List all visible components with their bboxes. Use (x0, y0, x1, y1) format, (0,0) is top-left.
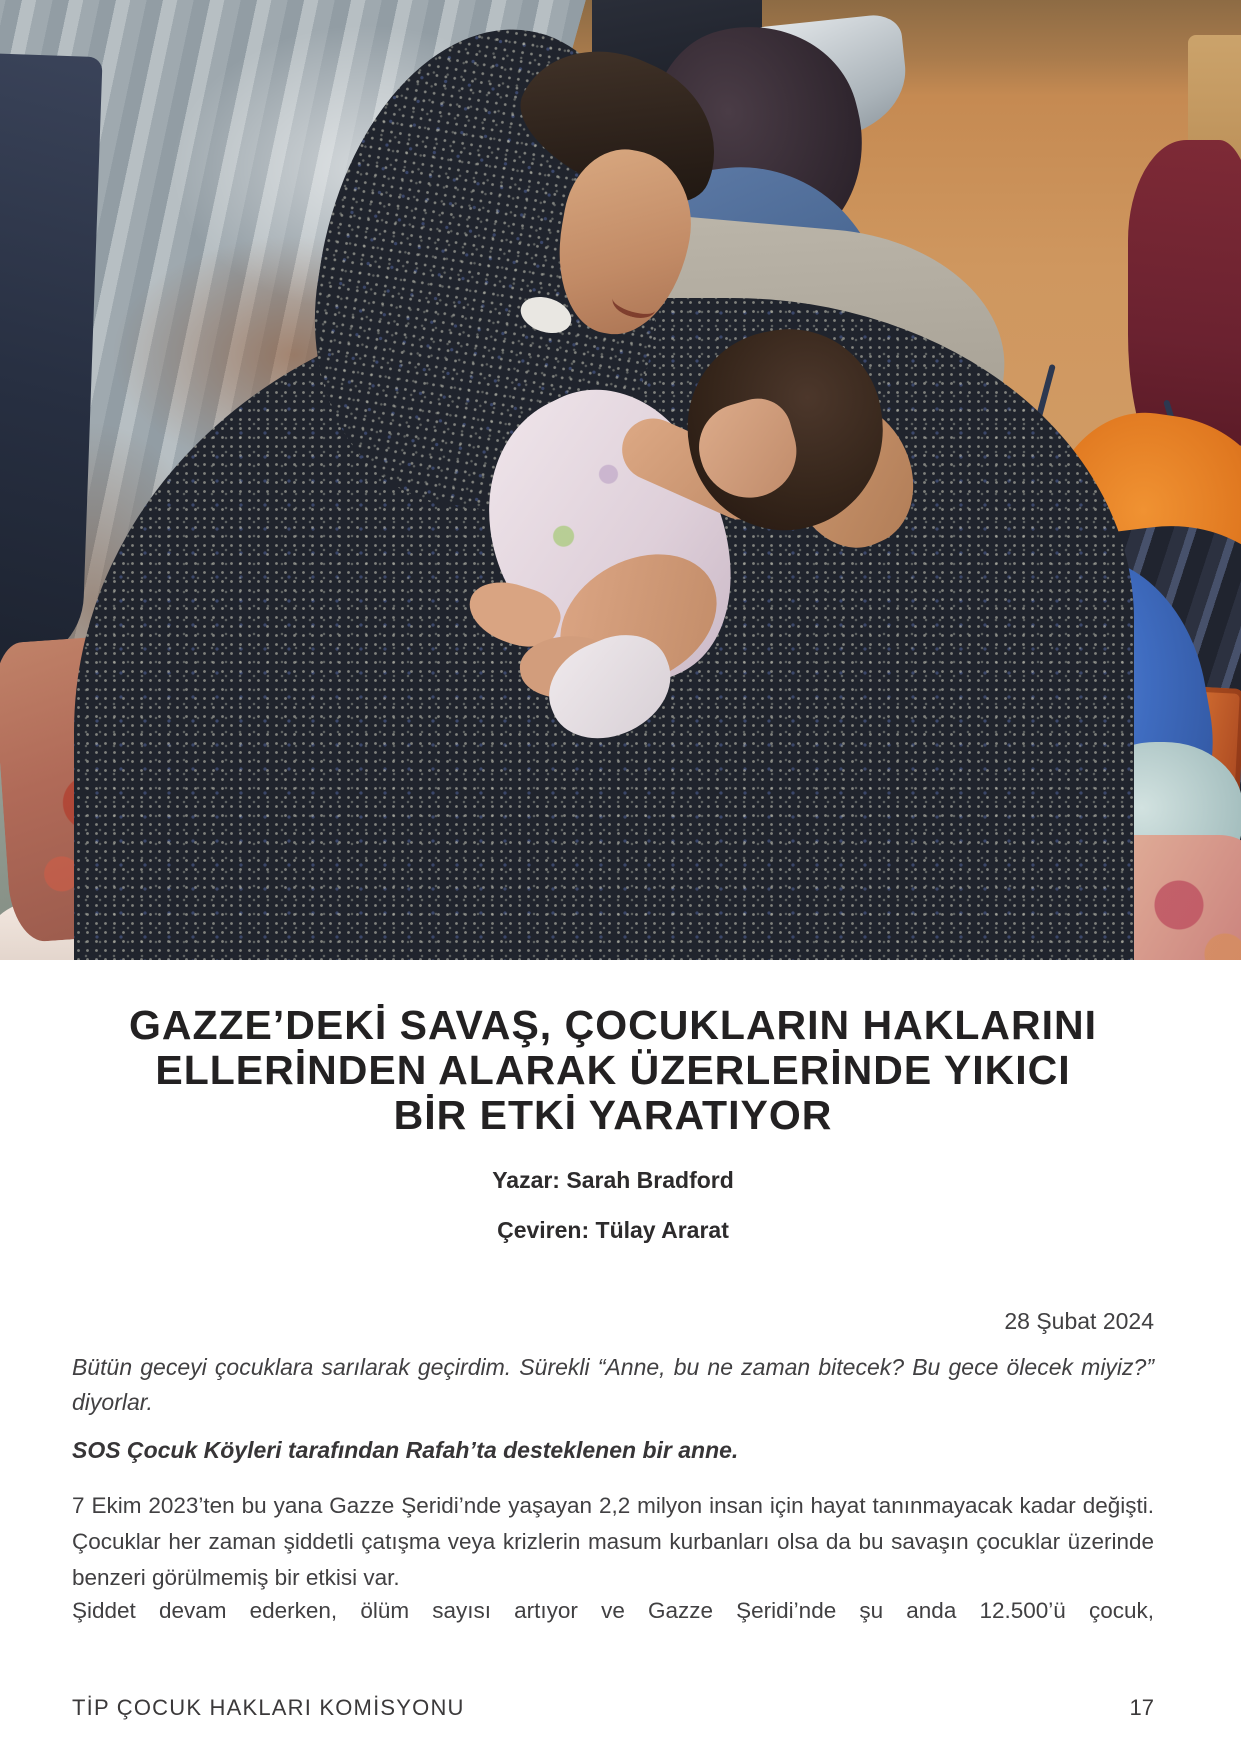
article-title-line-1: GAZZE’DEKİ SAVAŞ, ÇOCUKLARIN HAKLARINI (128, 1002, 1098, 1048)
footer-label: TİP ÇOCUK HAKLARI KOMİSYONU (72, 1695, 465, 1720)
page-footer (72, 1695, 1154, 1721)
byline-translator: Çeviren: Tülay Ararat (497, 1217, 729, 1243)
lead-quote: Bütün geceyi çocuklara sarılarak geçirdim. Sürekli “Anne, bu ne zaman bitecek? Bu gece ölecek miyiz?” diyorlar. (72, 1354, 1154, 1415)
article-title-line-3: BİR ETKİ YARATIYOR (393, 1092, 833, 1138)
body-paragraph: 7 Ekim 2023’ten bu yana Gazze Şeridi’nde yaşayan 2,2 milyon insan için hayat tanınmayacak kadar değişti. Çocuklar her zaman şiddetli çatışma veya krizlerin masum kurbanları olsa da bu savaşın çocuklar üzerinde benzeri görülmemiş bir etkisi var. (72, 1493, 1154, 1590)
quote-attribution: SOS Çocuk Köyleri tarafından Rafah’ta desteklenen bir anne. (72, 1437, 739, 1463)
article-date: 28 Şubat 2024 (1004, 1308, 1154, 1334)
byline-author: Yazar: Sarah Bradford (492, 1167, 734, 1193)
page-number: 17 (1129, 1695, 1154, 1720)
body-paragraph: Şiddet devam ederken, ölüm sayısı artıyor ve Gazze Şeridi’nde şu anda 12.500’ü çocuk, (72, 1598, 1154, 1623)
article-title-line-2: ELLERİNDEN ALARAK ÜZERLERİNDE YIKICI (155, 1047, 1071, 1093)
article-title (72, 1003, 1154, 1138)
